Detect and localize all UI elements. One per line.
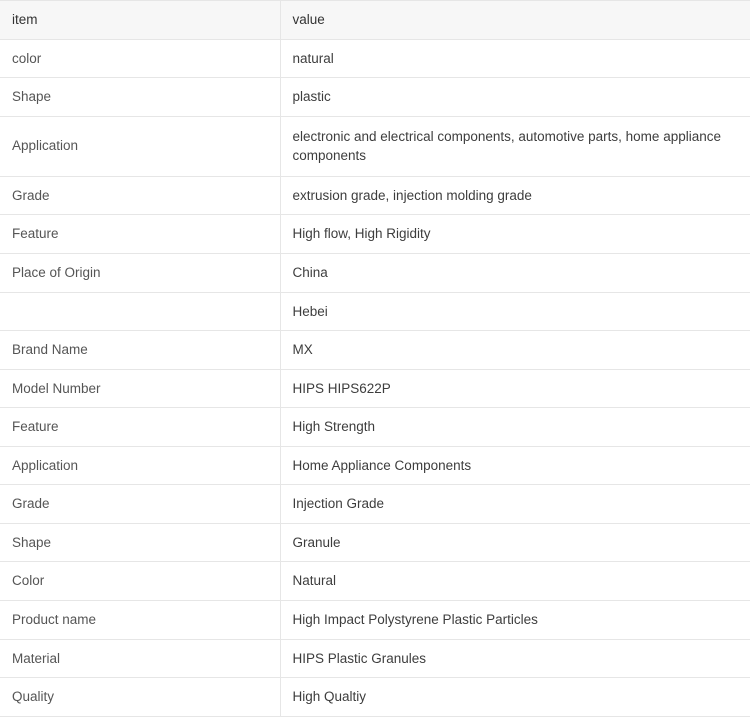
row-item-value: High flow, High Rigidity <box>280 215 750 254</box>
column-header-value: value <box>280 1 750 40</box>
row-item-value: Natural <box>280 562 750 601</box>
row-item-label: Shape <box>0 523 280 562</box>
row-item-value: electronic and electrical components, automotive parts, home appliance components <box>280 116 750 176</box>
table-row <box>0 116 750 176</box>
row-item-label: Application <box>0 446 280 485</box>
table-row <box>0 39 750 78</box>
row-item-value: HIPS Plastic Granules <box>280 639 750 678</box>
row-item-value: Hebei <box>280 292 750 331</box>
row-item-label: Quality <box>0 678 280 717</box>
row-item-value: Injection Grade <box>280 485 750 524</box>
row-item-label: Feature <box>0 215 280 254</box>
table-row <box>0 331 750 370</box>
table-row <box>0 176 750 215</box>
table-row <box>0 523 750 562</box>
row-item-value: MX <box>280 331 750 370</box>
row-item-value: High Impact Polystyrene Plastic Particles <box>280 601 750 640</box>
row-item-value: plastic <box>280 78 750 117</box>
column-header-item: item <box>0 1 280 40</box>
table-row <box>0 253 750 292</box>
row-item-label: Place of Origin <box>0 253 280 292</box>
row-item-label: Shape <box>0 78 280 117</box>
table-row <box>0 601 750 640</box>
row-item-label: Brand Name <box>0 331 280 370</box>
table-row <box>0 215 750 254</box>
table-row <box>0 562 750 601</box>
table-body <box>0 1 750 717</box>
table-row <box>0 446 750 485</box>
row-item-label: Color <box>0 562 280 601</box>
row-item-label <box>0 292 280 331</box>
table-row <box>0 78 750 117</box>
table-header-row <box>0 1 750 40</box>
table-row <box>0 369 750 408</box>
table-row <box>0 639 750 678</box>
row-item-value: extrusion grade, injection molding grade <box>280 176 750 215</box>
row-item-label: Product name <box>0 601 280 640</box>
row-item-label: Application <box>0 116 280 176</box>
row-item-value: High Strength <box>280 408 750 447</box>
row-item-value: Home Appliance Components <box>280 446 750 485</box>
row-item-label: Material <box>0 639 280 678</box>
row-item-label: Feature <box>0 408 280 447</box>
row-item-value: China <box>280 253 750 292</box>
row-item-value: High Qualtiy <box>280 678 750 717</box>
row-item-label: Grade <box>0 485 280 524</box>
row-item-label: Grade <box>0 176 280 215</box>
row-item-value: Granule <box>280 523 750 562</box>
row-item-value: natural <box>280 39 750 78</box>
table-row <box>0 678 750 717</box>
table-row <box>0 485 750 524</box>
row-item-label: color <box>0 39 280 78</box>
table-row <box>0 292 750 331</box>
table-row <box>0 408 750 447</box>
row-item-value: HIPS HIPS622P <box>280 369 750 408</box>
row-item-label: Model Number <box>0 369 280 408</box>
